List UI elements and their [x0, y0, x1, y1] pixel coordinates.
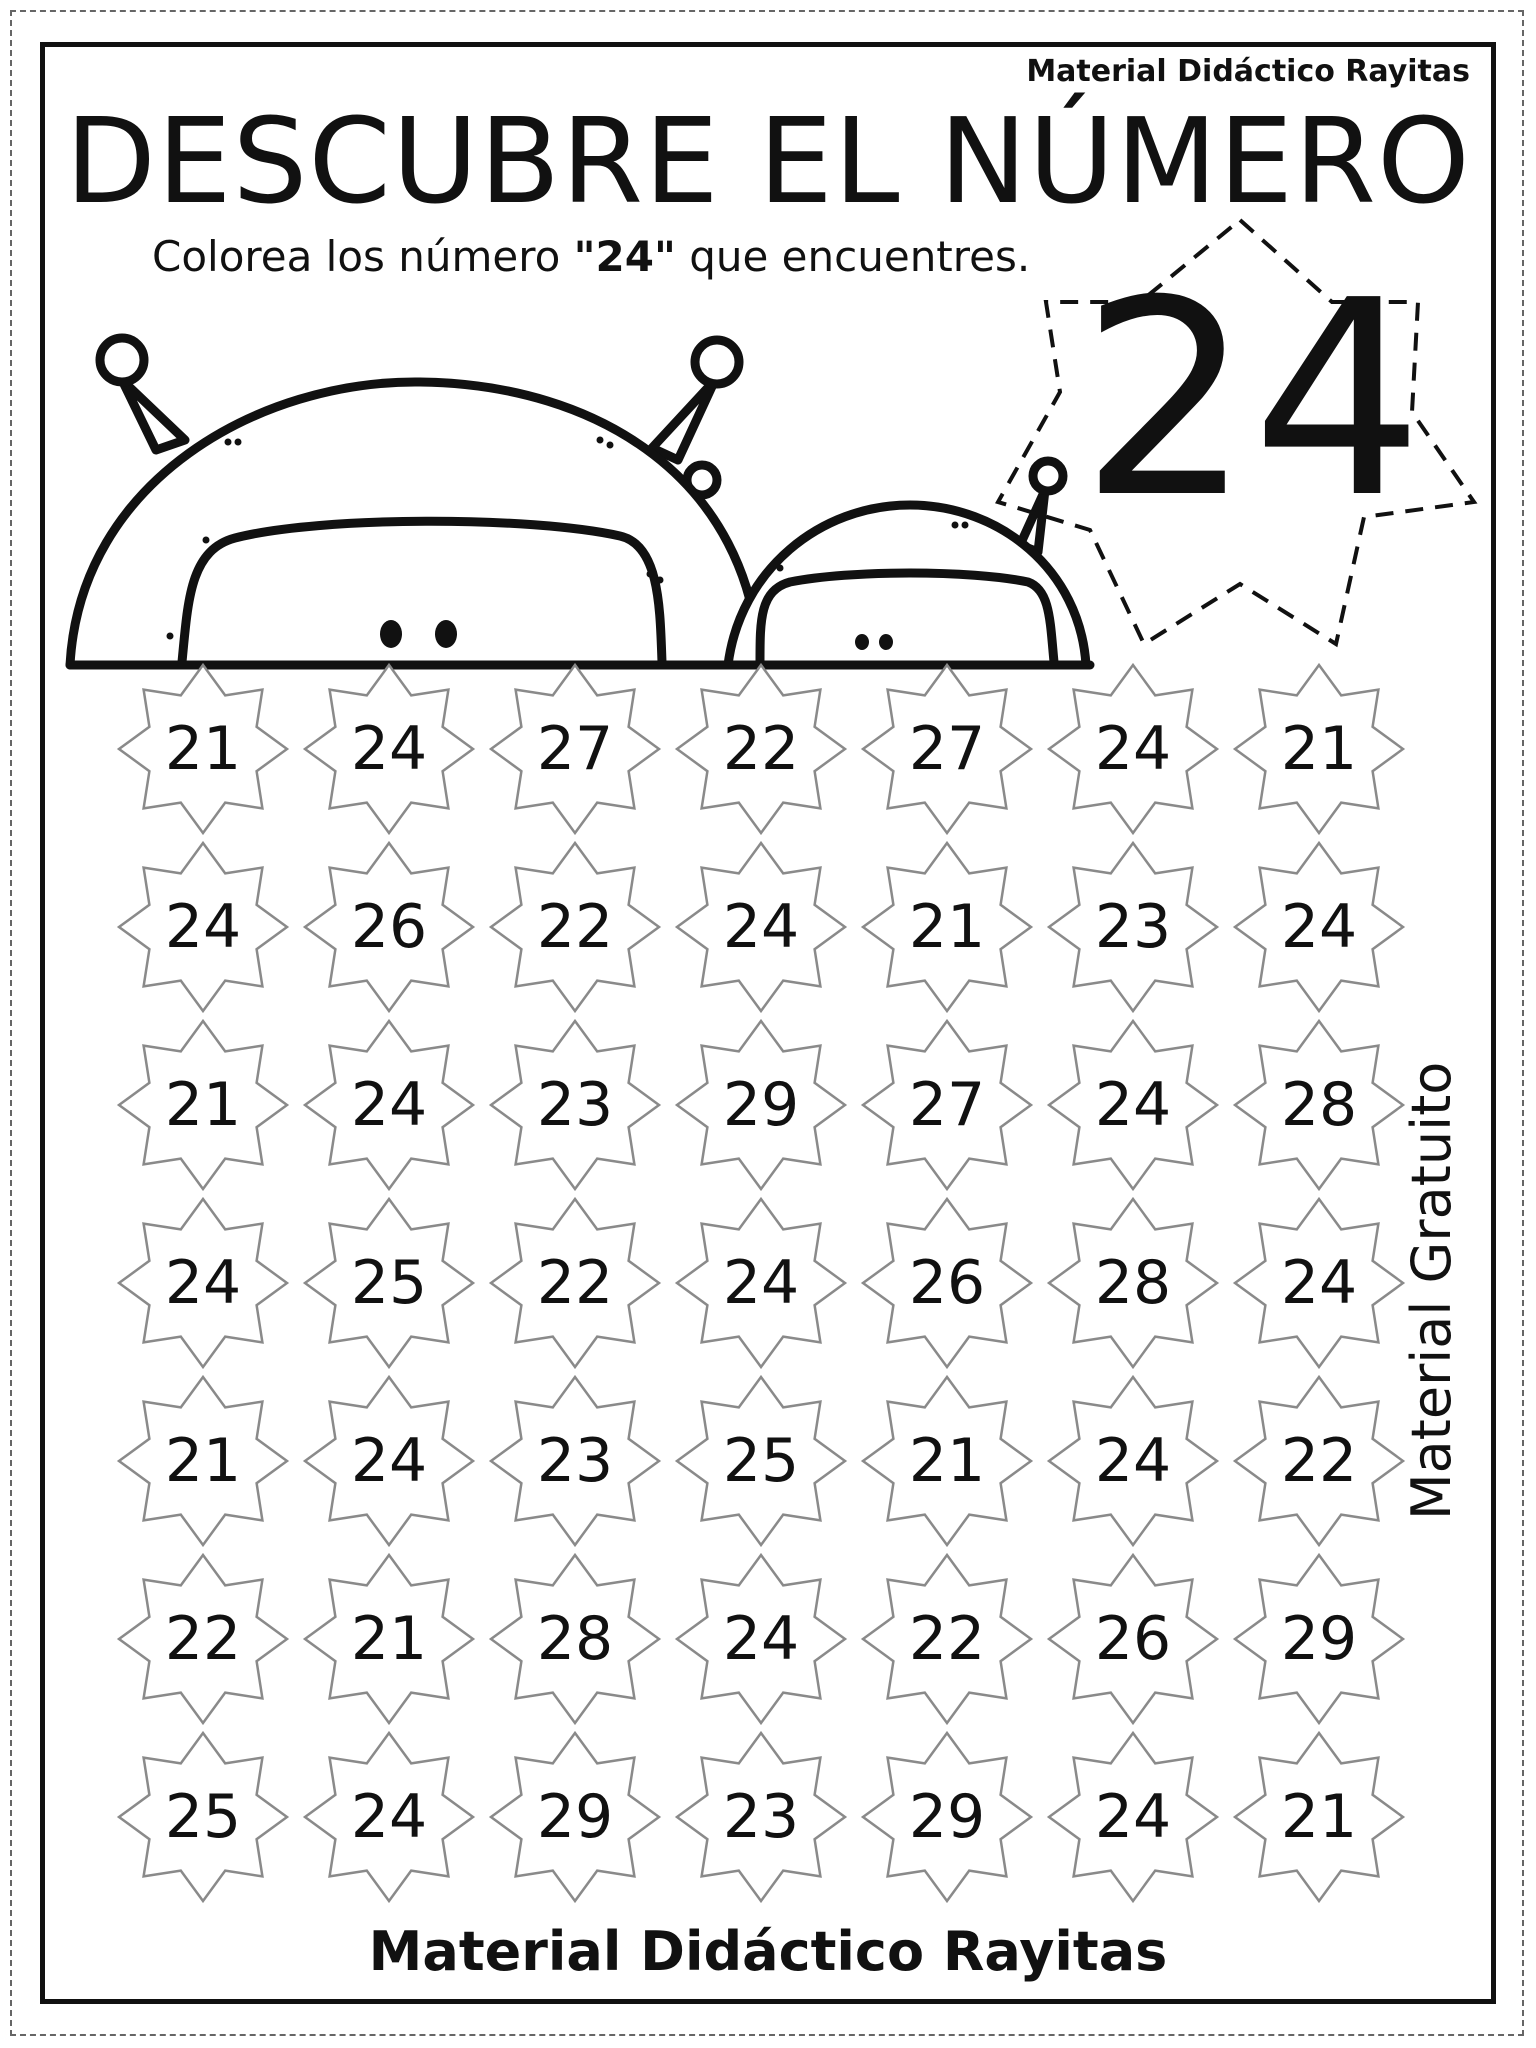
star-number: 21 — [164, 714, 242, 784]
star-number: 21 — [164, 1426, 242, 1496]
number-star[interactable] — [1040, 1550, 1226, 1728]
star-number: 21 — [908, 1426, 986, 1496]
target-number: 24 — [1080, 242, 1424, 557]
star-number: 21 — [1280, 714, 1358, 784]
number-star[interactable] — [1040, 1016, 1226, 1194]
number-star[interactable] — [1226, 1550, 1412, 1728]
number-star[interactable] — [110, 1194, 296, 1372]
star-number: 24 — [350, 1782, 428, 1852]
big-robot-antenna-right — [652, 340, 739, 460]
number-star[interactable] — [110, 838, 296, 1016]
number-star[interactable] — [296, 1728, 482, 1906]
big-robot-eye-right — [435, 620, 457, 648]
big-robot-visor — [182, 521, 662, 662]
star-number: 25 — [164, 1782, 242, 1852]
big-robot-eye-left — [380, 620, 402, 648]
number-star[interactable] — [110, 1372, 296, 1550]
star-number: 21 — [350, 1604, 428, 1674]
grid-row — [110, 838, 1450, 1016]
credit-top: Material Didáctico Rayitas — [1026, 54, 1470, 89]
star-number: 26 — [1094, 1604, 1172, 1674]
number-star[interactable] — [854, 838, 1040, 1016]
star-number: 22 — [164, 1604, 242, 1674]
number-star[interactable] — [1226, 1728, 1412, 1906]
grid-row — [110, 1016, 1450, 1194]
star-number: 25 — [722, 1426, 800, 1496]
star-number: 24 — [350, 1426, 428, 1496]
star-number: 22 — [1280, 1426, 1358, 1496]
number-star[interactable] — [482, 1372, 668, 1550]
instruction-suffix: que encuentres. — [675, 232, 1031, 281]
number-star[interactable] — [854, 1550, 1040, 1728]
number-star[interactable] — [1040, 838, 1226, 1016]
number-star[interactable] — [1226, 660, 1412, 838]
number-star[interactable] — [1226, 1194, 1412, 1372]
star-number: 24 — [722, 1604, 800, 1674]
star-number: 27 — [908, 714, 986, 784]
number-star[interactable] — [482, 1016, 668, 1194]
number-star[interactable] — [482, 660, 668, 838]
number-star[interactable] — [1040, 660, 1226, 838]
star-number: 25 — [350, 1248, 428, 1318]
number-star[interactable] — [1226, 1016, 1412, 1194]
star-number: 24 — [350, 1070, 428, 1140]
star-number: 24 — [1094, 1426, 1172, 1496]
star-number: 24 — [1094, 714, 1172, 784]
number-star[interactable] — [668, 1194, 854, 1372]
star-number: 29 — [908, 1782, 986, 1852]
star-number: 28 — [1094, 1248, 1172, 1318]
number-star[interactable] — [1226, 1372, 1412, 1550]
star-number: 22 — [908, 1604, 986, 1674]
number-star[interactable] — [1040, 1372, 1226, 1550]
number-star[interactable] — [482, 1194, 668, 1372]
grid-row — [110, 660, 1450, 838]
number-star[interactable] — [854, 1194, 1040, 1372]
star-number: 21 — [1280, 1782, 1358, 1852]
number-star[interactable] — [482, 1728, 668, 1906]
star-number: 29 — [1280, 1604, 1358, 1674]
small-robot-eye-right — [879, 634, 893, 650]
big-robot-antenna-left — [100, 338, 185, 450]
star-number: 22 — [536, 1248, 614, 1318]
page-title: DESCUBRE EL NÚMERO — [65, 92, 1471, 230]
number-star[interactable] — [296, 1372, 482, 1550]
number-star[interactable] — [668, 1016, 854, 1194]
star-number: 24 — [722, 1248, 800, 1318]
number-star[interactable] — [296, 1194, 482, 1372]
star-number: 26 — [908, 1248, 986, 1318]
star-number: 21 — [908, 892, 986, 962]
star-number: 26 — [350, 892, 428, 962]
star-number: 23 — [536, 1426, 614, 1496]
star-number: 24 — [1094, 1782, 1172, 1852]
number-star[interactable] — [668, 1550, 854, 1728]
star-number: 29 — [722, 1070, 800, 1140]
grid-row — [110, 1194, 1450, 1372]
star-number: 22 — [536, 892, 614, 962]
number-star[interactable] — [668, 838, 854, 1016]
number-star[interactable] — [854, 1372, 1040, 1550]
star-number: 23 — [1094, 892, 1172, 962]
footer-credit: Material Didáctico Rayitas — [368, 1920, 1168, 1983]
number-star[interactable] — [482, 838, 668, 1016]
robots-illustration — [60, 320, 1100, 680]
number-star[interactable] — [668, 1372, 854, 1550]
instruction-text — [152, 232, 1030, 281]
star-number: 29 — [536, 1782, 614, 1852]
star-number: 22 — [722, 714, 800, 784]
star-number: 28 — [536, 1604, 614, 1674]
number-star[interactable] — [854, 660, 1040, 838]
star-number: 24 — [722, 892, 800, 962]
number-star[interactable] — [482, 1550, 668, 1728]
number-star[interactable] — [110, 660, 296, 838]
star-number: 28 — [1280, 1070, 1358, 1140]
number-star[interactable] — [854, 1016, 1040, 1194]
number-star[interactable] — [110, 1016, 296, 1194]
number-star[interactable] — [296, 838, 482, 1016]
number-star[interactable] — [1226, 838, 1412, 1016]
star-number: 24 — [1094, 1070, 1172, 1140]
number-star[interactable] — [1040, 1728, 1226, 1906]
number-star[interactable] — [668, 660, 854, 838]
grid-row — [110, 1372, 1450, 1550]
grid-row — [110, 1550, 1450, 1728]
small-robot-eye-left — [855, 634, 869, 650]
star-number: 24 — [1280, 892, 1358, 962]
star-number: 24 — [164, 892, 242, 962]
instruction-prefix: Colorea los número — [152, 232, 574, 281]
side-watermark-text: Material Gratuito — [1400, 1061, 1463, 1520]
grid-row — [110, 1728, 1450, 1906]
star-number: 27 — [536, 714, 614, 784]
number-star[interactable] — [1040, 1194, 1226, 1372]
star-number: 24 — [1280, 1248, 1358, 1318]
number-star[interactable] — [296, 660, 482, 838]
star-number: 21 — [164, 1070, 242, 1140]
instruction-target: "24" — [573, 232, 676, 281]
number-star[interactable] — [296, 1016, 482, 1194]
number-star[interactable] — [296, 1550, 482, 1728]
number-star[interactable] — [668, 1728, 854, 1906]
number-star[interactable] — [110, 1728, 296, 1906]
star-number: 24 — [164, 1248, 242, 1318]
number-star[interactable] — [854, 1728, 1040, 1906]
number-star[interactable] — [110, 1550, 296, 1728]
star-number: 27 — [908, 1070, 986, 1140]
star-number: 24 — [350, 714, 428, 784]
star-number: 23 — [536, 1070, 614, 1140]
star-number: 23 — [722, 1782, 800, 1852]
